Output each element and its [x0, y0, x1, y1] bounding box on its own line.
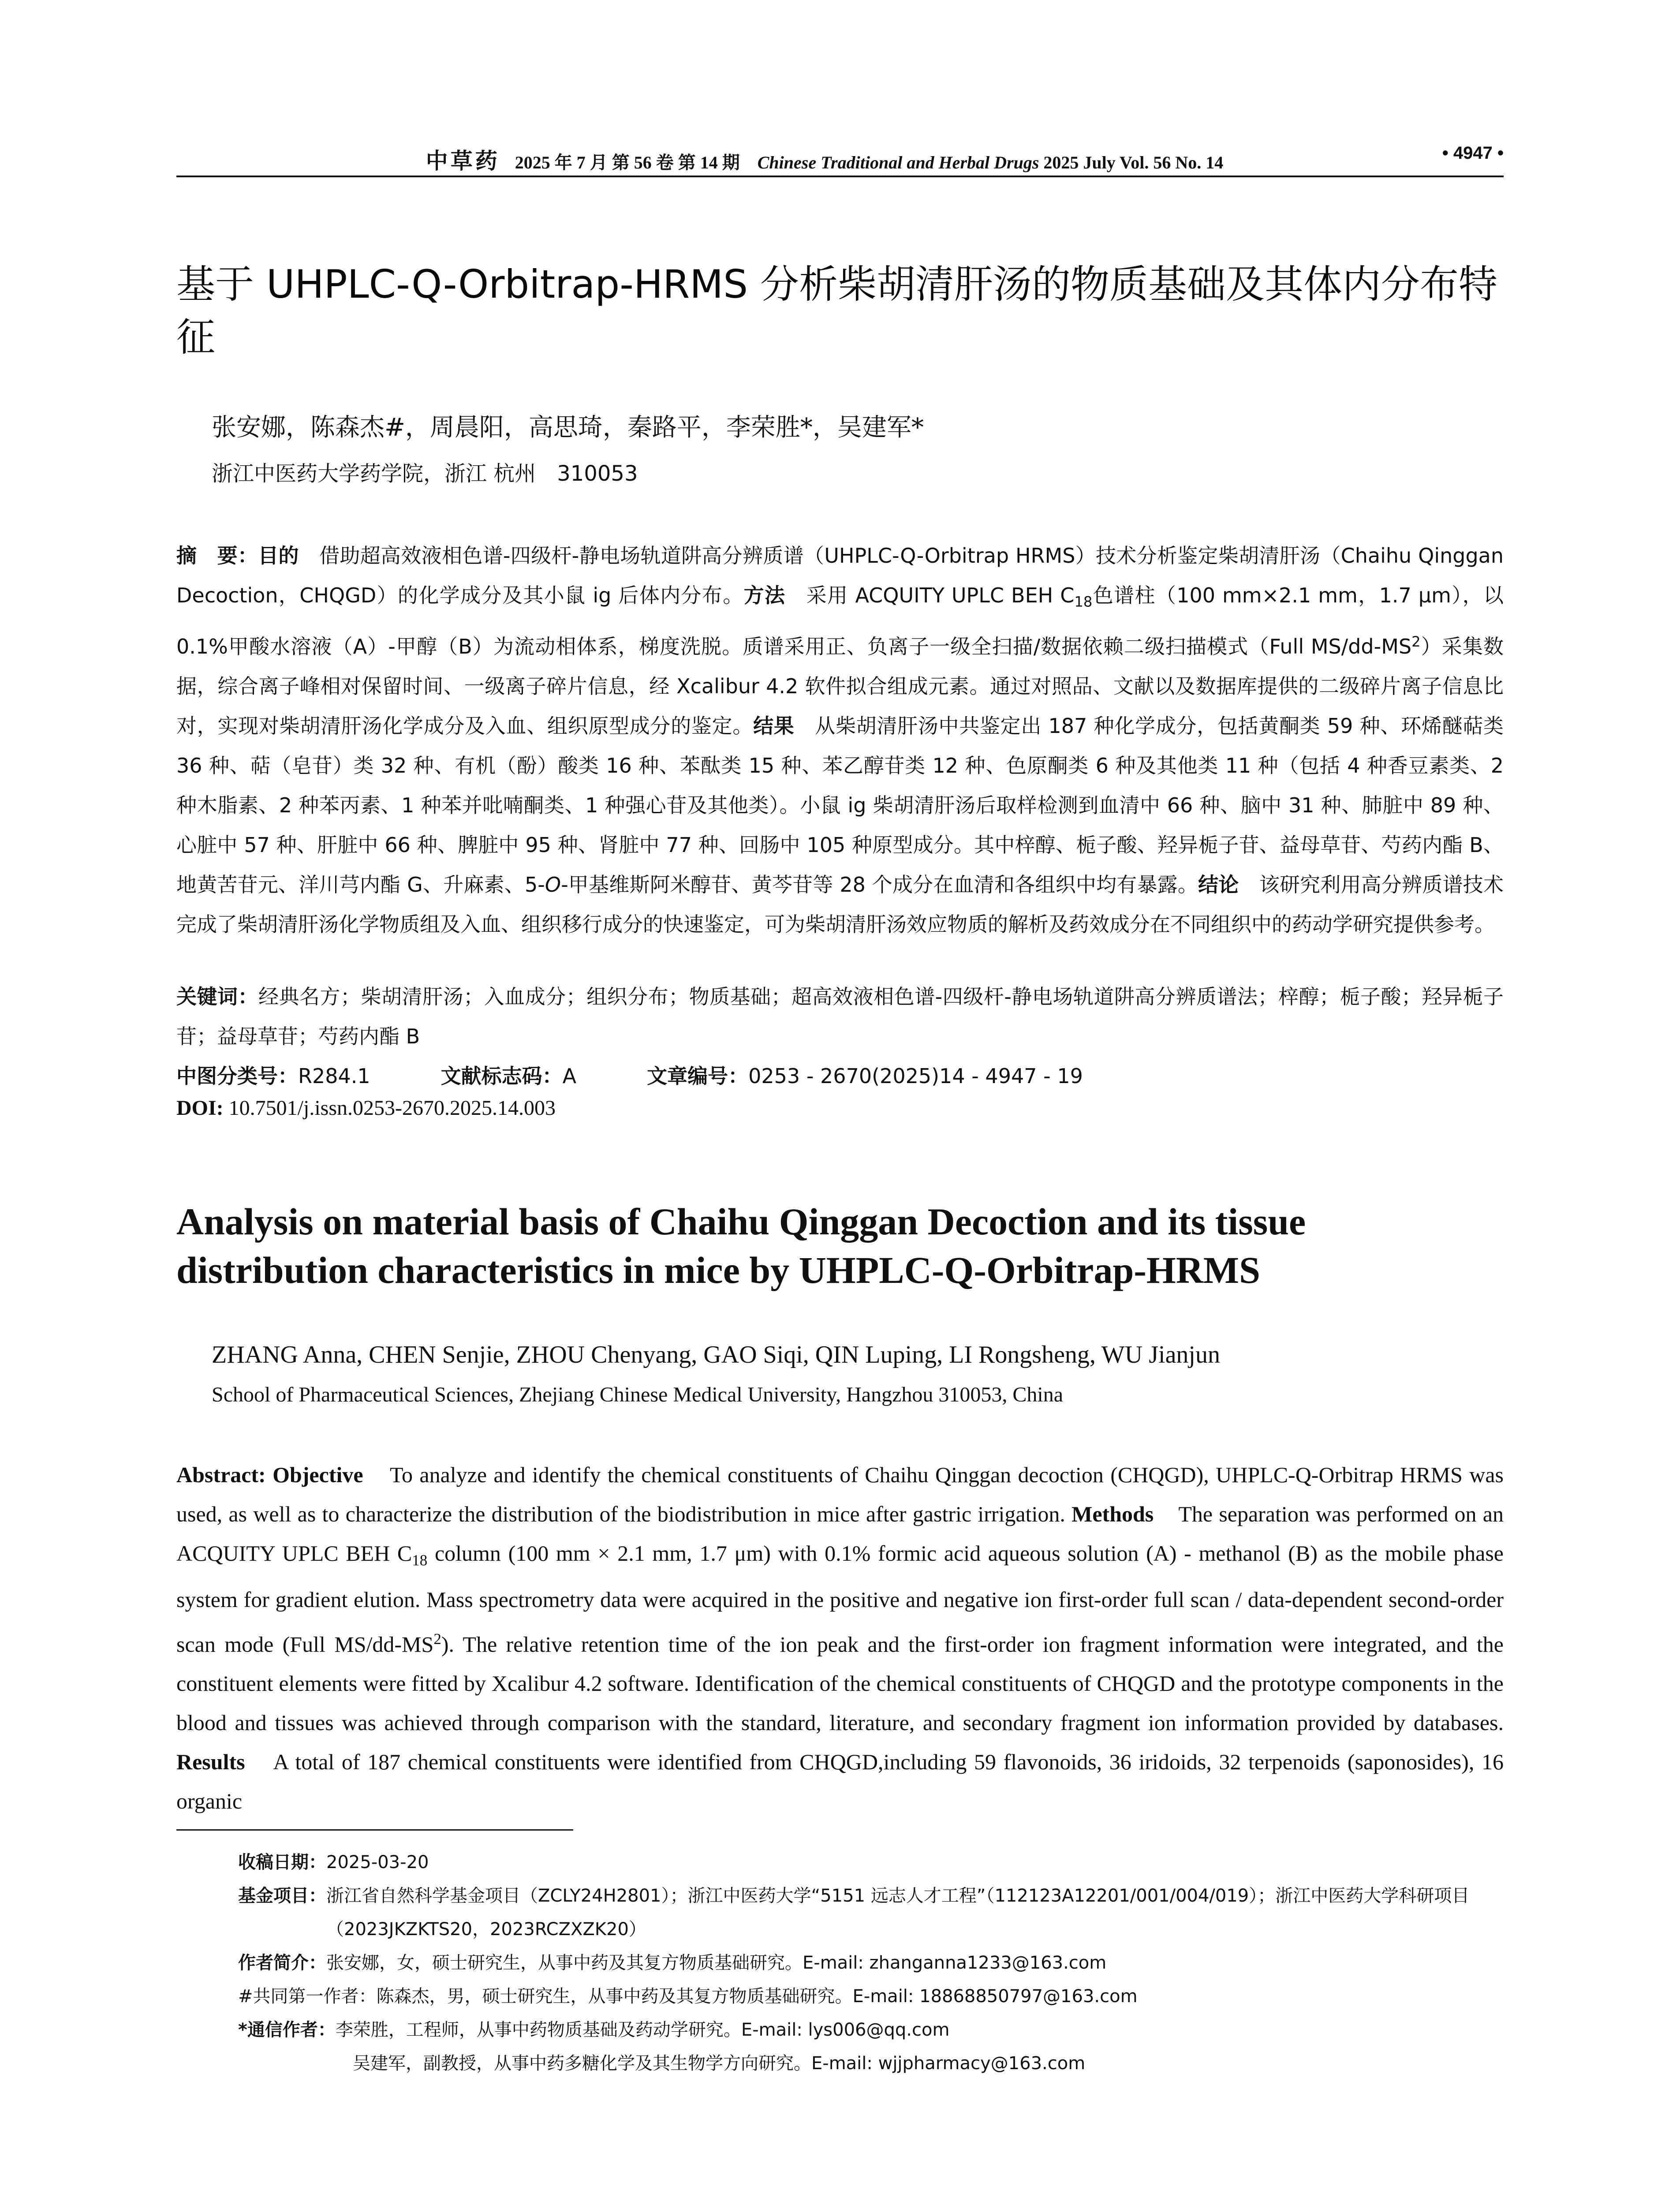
authors-cn: 张安娜，陈森杰#，周晨阳，高思琦，秦路平，李荣胜*，吴建军* — [212, 413, 924, 442]
methods-subscript: 18 — [1074, 593, 1093, 610]
results-en-label: Results — [176, 1749, 245, 1774]
abstract-cn — [176, 536, 1504, 944]
authors-en: ZHANG Anna, CHEN Senjie, ZHOU Chenyang, GAO Siqi, QIN Luping, LI Rongsheng, WU Jianjun — [212, 1341, 1220, 1368]
clc-label: 中图分类号： — [176, 1064, 298, 1088]
methods-text-2: 色谱柱（100 mm×2.1 mm，1.7 μm），以 0.1%甲酸水溶液（A）-甲醇（B）为流动相体系，梯度洗脱。质谱采用正、负离子一级全扫描/数据依赖二级扫描模式（Full MS/dd-MS — [176, 583, 1504, 658]
methods-en-subscript: 18 — [412, 1551, 428, 1569]
affiliation-cn: 浙江中医药大学药学院，浙江 杭州 310053 — [212, 461, 638, 486]
meta-cn — [176, 1056, 1504, 1096]
keywords-text: 经典名方；柴胡清肝汤；入血成分；组织分布；物质基础；超高效液相色谱-四级杆-静电场轨道阱高分辨质谱法；梓醇；栀子酸；羟异栀子苷；益母草苷；芍药内酯 B — [176, 985, 1504, 1048]
title-en: Analysis on material basis of Chaihu Qinggan Decoction and its tissue distribution characteristics in mice by UHPLC-Q-Orbitrap-HRMS — [176, 1200, 1306, 1291]
article-no-label: 文章编号： — [647, 1064, 749, 1088]
doi-line — [176, 1096, 556, 1120]
abstract-en — [176, 1455, 1504, 1821]
objective-en-label: Objective — [273, 1462, 363, 1487]
methods-superscript: 2 — [1411, 633, 1421, 650]
footnote-corresponding-2 — [238, 2047, 1504, 2080]
issue-cn: 2025 年 7 月 第 56 卷 第 14 期 — [515, 153, 740, 172]
methods-en-text-2: column (100 mm × 2.1 mm, 1.7 μm) with 0.1% formic acid aqueous solution (A) - methanol (B) as the mobile phase system for gradient elution. Mass spectrometry data were acquired in the positive and negative ion first-order full scan / data-dependent second-order scan mode (Full MS/dd-MS — [176, 1541, 1504, 1656]
keywords-cn — [176, 977, 1504, 1056]
keywords-label: 关键词： — [176, 985, 259, 1009]
footnotes — [238, 1846, 1504, 2080]
received-label: 收稿日期： — [238, 1852, 326, 1872]
results-italic: O — [545, 872, 561, 897]
fund-value: 浙江省自然科学基金项目（ZCLY24H2801）；浙江中医药大学“5151 远志人才工程”（112123A12201/001/004/019）；浙江中医药大学科研项目（2023JKZKTS20，2023RCZXZK20） — [326, 1886, 1470, 1940]
bio-label: 作者简介： — [238, 1953, 326, 1973]
fund-label: 基金项目： — [238, 1886, 326, 1906]
methods-en-text-3: ). The relative retention time of the ion peak and the first-order ion fragment information were integrated, and the constituent elements were fitted by Xcalibur 4.2 software. Identification of the chemical constituents of CHQGD and the prototype components in the blood and tissues was achieved through comparison with the standard, literature, and secondary fragment ion information provided by databases. — [176, 1632, 1504, 1735]
journal-name-en: Chinese Traditional and Herbal Drugs — [757, 153, 1039, 172]
affiliation-en: School of Pharmaceutical Sciences, Zhejiang Chinese Medical University, Hangzhou 310053, China — [212, 1383, 1064, 1406]
header-rule — [176, 176, 1504, 177]
results-label: 结果 — [753, 714, 795, 738]
conclusion-text: 该研究利用高分辨质谱技术完成了柴胡清肝汤化学物质组及入血、组织移行成分的快速鉴定，可为柴胡清肝汤效应物质的解析及药效成分在不同组织中的药动学研究提供参考。 — [176, 872, 1504, 936]
objective-text: 借助超高效液相色谱-四级杆-静电场轨道阱高分辨质谱（UHPLC-Q-Orbitrap HRMS）技术分析鉴定柴胡清肝汤（Chaihu Qinggan Decoction，CHQGD）的化学成分及其小鼠 ig 后体内分布。 — [176, 544, 1504, 607]
methods-en-text-1: The separation was performed on an ACQUITY UPLC BEH C — [176, 1502, 1504, 1566]
running-header — [176, 143, 1504, 179]
results-en-text: A total of 187 chemical constituents were identified from CHQGD,including 59 flavonoids, 36 iridoids, 32 terpenoids (saponosides), 16 organic — [176, 1749, 1504, 1813]
footnote-cofirst — [238, 1980, 1504, 2013]
footnote-received — [238, 1846, 1504, 1879]
footnote-corresponding — [238, 2013, 1504, 2047]
objective-label: 目的 — [258, 544, 299, 568]
methods-en-label: Methods — [1071, 1502, 1154, 1526]
doc-code-value: A — [562, 1064, 577, 1088]
journal-name-cn: 中草药 — [426, 149, 500, 173]
methods-label: 方法 — [743, 583, 786, 607]
methods-text-3: ）采集数据，综合离子峰相对保留时间、一级离子碎片信息，经 Xcalibur 4.2 软件拟合组成元素。通过对照品、文献以及数据库提供的二级碎片离子信息比对，实现对柴胡清肝汤化学成分及入血、组织原型成分的鉴定。 — [176, 634, 1504, 738]
received-value: 2025-03-20 — [326, 1852, 429, 1872]
journal-header — [176, 143, 1473, 175]
corr-label: *通信作者： — [238, 2020, 336, 2040]
footnote-rule — [176, 1829, 573, 1831]
issue-en: 2025 July Vol. 56 No. 14 — [1043, 153, 1224, 172]
cofirst-value: 陈森杰，男，硕士研究生，从事中药及其复方物质基础研究。E-mail: 18868850797@163.com — [376, 1986, 1138, 2007]
doi-value[interactable]: 10.7501/j.issn.0253-2670.2025.14.003 — [228, 1096, 556, 1120]
abstract-en-label: Abstract: — [176, 1462, 266, 1487]
doi-label: DOI: — [176, 1096, 224, 1120]
article-no-value: 0253 - 2670(2025)14 - 4947 - 19 — [748, 1064, 1083, 1088]
page-number: • 4947 • — [1442, 143, 1504, 163]
results-text-2: -甲基维斯阿米醇苷、黄芩苷等 28 个成分在血清和各组织中均有暴露。 — [561, 872, 1198, 897]
corr-value-2: 吴建军，副教授，从事中药多糖化学及其生物学方向研究。E-mail: wjjpharmacy@163.com — [353, 2053, 1086, 2074]
abstract-label: 摘 要： — [176, 544, 258, 568]
doc-code-label: 文献标志码： — [441, 1064, 563, 1088]
bio-value: 张安娜，女，硕士研究生，从事中药及其复方物质基础研究。E-mail: zhanganna1233@163.com — [326, 1953, 1107, 1973]
results-text: 从柴胡清肝汤中共鉴定出 187 种化学成分，包括黄酮类 59 种、环烯醚萜类 36 种、萜（皂苷）类 32 种、有机（酚）酸类 16 种、苯酞类 15 种、苯乙醇苷类 12 种、色原酮类 6 种及其他类 11 种（包括 4 种香豆素类、2 种木脂素、2 种苯丙素、1 种苯并吡喃酮类、1 种强心苷及其他类）。小鼠 ig 柴胡清肝汤后取样检测到血清中 66 种、脑中 31 种、肺脏中 89 种、心脏中 57 种、肝脏中 66 种、脾脏中 95 种、肾脏中 77 种、回肠中 105 种原型成分。其中梓醇、栀子酸、羟异栀子苷、益母草苷、芍药内酯 B、地黄苦苷元、洋川芎内酯 G、升麻素、5- — [176, 714, 1504, 897]
methods-text-1: 采用 ACQUITY UPLC BEH C — [806, 583, 1075, 607]
footnote-fund — [238, 1879, 1504, 1946]
conclusion-label: 结论 — [1198, 872, 1239, 897]
methods-en-superscript: 2 — [433, 1630, 441, 1648]
footnote-bio — [238, 1946, 1504, 1980]
corr-value-1: 李荣胜，工程师，从事中药物质基础及药动学研究。E-mail: lys006@qq.com — [335, 2020, 950, 2040]
cofirst-label: #共同第一作者： — [238, 1986, 377, 2007]
title-cn: 基于 UHPLC-Q-Orbitrap-HRMS 分析柴胡清肝汤的物质基础及其体内分布特征 — [176, 262, 1498, 360]
clc-value: R284.1 — [298, 1064, 370, 1088]
objective-en-text: To analyze and identify the chemical constituents of Chaihu Qinggan decoction (CHQGD), UHPLC-Q-Orbitrap HRMS was used, as well as to characterize the distribution of the biodistribution in mice after gastric irrigation. — [176, 1462, 1504, 1526]
